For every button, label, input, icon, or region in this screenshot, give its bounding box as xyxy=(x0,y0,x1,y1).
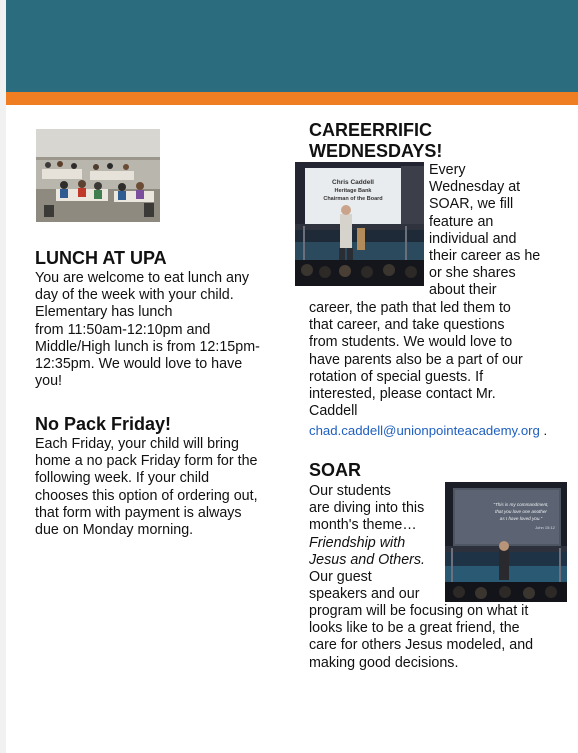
text-line: Caddell xyxy=(309,403,358,420)
text-line: 12:35pm. We would love to have xyxy=(35,356,243,373)
slide-company-text: Heritage Bank xyxy=(334,188,372,194)
text-line: individual and xyxy=(429,230,517,247)
text-line: day of the week with your child. xyxy=(35,287,234,304)
soar-heading: SOAR xyxy=(309,460,362,480)
slide-verse-line-2: that you love one another xyxy=(495,509,547,514)
contact-email-link[interactable]: chad.caddell@unionpointeacademy.org xyxy=(309,423,540,438)
theme-text-line: Jesus and Others. xyxy=(309,551,426,568)
text-line: are diving into this xyxy=(309,500,425,517)
slide-name-text: Chris Caddell xyxy=(332,179,374,186)
text-line: or she shares xyxy=(429,265,516,282)
heading-line: WEDNESDAYS! xyxy=(309,141,443,161)
text-line: following week. If your child xyxy=(35,470,210,487)
careerrific-speaker-photo xyxy=(295,162,424,286)
text-line: that form with payment is always xyxy=(35,504,242,521)
no-pack-friday-heading: No Pack Friday! xyxy=(35,414,172,434)
header-accent-stripe xyxy=(6,92,578,105)
slide-verse-reference: John 15:12 xyxy=(535,525,555,530)
text-line: Our students xyxy=(309,483,391,499)
no-pack-friday-paragraph xyxy=(35,436,285,539)
text-line: feature an xyxy=(429,213,494,230)
text-line: home a no pack Friday form for the xyxy=(35,453,258,470)
slide-verse-line-3: as I have loved you.” xyxy=(499,516,543,521)
text-line: speakers and our xyxy=(309,586,420,603)
text-line: have parents also be a part of our xyxy=(309,351,523,368)
page-left-edge xyxy=(0,0,6,753)
text-line: program will be focusing on what it xyxy=(309,603,529,619)
soar-paragraph-top xyxy=(309,483,443,603)
text-line: you! xyxy=(35,373,63,390)
text-line: about their xyxy=(429,282,497,299)
lunch-paragraph xyxy=(35,270,275,390)
text-line: rotation of special guests. If xyxy=(309,368,484,385)
header-banner xyxy=(6,0,578,92)
text-line: chooses this option of ordering out, xyxy=(35,487,258,504)
theme-text-line: Friendship with xyxy=(309,534,406,551)
soar-speaker-photo xyxy=(445,482,567,602)
text-line: making good decisions. xyxy=(309,654,459,671)
lunch-cafeteria-photo xyxy=(36,129,160,222)
lunch-heading: LUNCH AT UPA xyxy=(35,248,167,268)
text-line: interested, please contact Mr. xyxy=(309,386,496,403)
contact-email-row xyxy=(309,422,578,439)
text-line: career, the path that led them to xyxy=(309,300,511,316)
text-line: from 11:50am-12:10pm and xyxy=(35,321,211,338)
text-line: SOAR, we fill xyxy=(429,196,514,213)
email-suffix: . xyxy=(539,423,548,438)
text-line: Middle/High lunch is from 12:15pm- xyxy=(35,338,260,355)
slide-title-text: Chairman of the Board xyxy=(323,196,383,202)
text-line: due on Monday morning. xyxy=(35,522,194,539)
text-line: from students. We would love to xyxy=(309,334,513,351)
slide-verse-line-1: “This is my commandment, xyxy=(493,502,549,507)
text-line: looks like to be a great friend, the xyxy=(309,620,520,637)
text-line: their career as he xyxy=(429,248,541,265)
text-line: Elementary has lunch xyxy=(35,304,173,321)
text-line: care for others Jesus modeled, and xyxy=(309,637,534,654)
careerrific-paragraph-bottom xyxy=(309,300,574,420)
text-line: that career, and take questions xyxy=(309,317,505,334)
text-line: Every xyxy=(429,162,466,178)
text-line: Our guest xyxy=(309,569,372,586)
careerrific-paragraph-top xyxy=(429,162,574,300)
text-line: month's theme… xyxy=(309,517,417,534)
text-line: You are welcome to eat lunch any xyxy=(35,270,250,286)
text-line: Each Friday, your child will bring xyxy=(35,436,239,452)
soar-paragraph-bottom xyxy=(309,603,574,672)
heading-line: CAREERRIFIC xyxy=(309,120,433,140)
careerrific-heading xyxy=(309,120,569,162)
text-line: Wednesday at xyxy=(429,179,521,196)
